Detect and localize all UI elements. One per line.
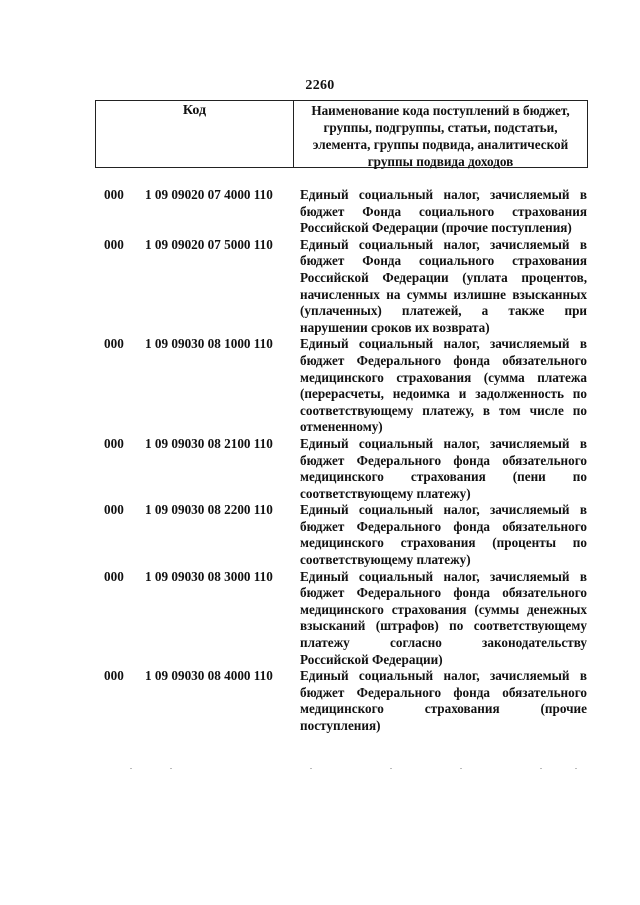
entry-description-line: бюджет Фонда социального страхования	[300, 203, 587, 219]
list-item	[0, 569, 640, 669]
table-header	[95, 100, 588, 168]
entry-budget-code: 1 09 09030 08 2200 110	[145, 502, 273, 518]
entry-description	[300, 336, 587, 436]
entry-description	[300, 668, 587, 734]
entry-description-line: нарушении сроков их возврата)	[300, 319, 490, 335]
entry-description-line: бюджет Федерального фонда обязательного	[300, 684, 587, 700]
entry-description-line: начисленных на суммы излишне взысканных	[300, 286, 587, 302]
list-item	[0, 336, 640, 436]
entry-description-line: медицинского страхования (сумма платежа	[300, 369, 587, 385]
entry-description-line: Единый социальный налог, зачисляемый в	[300, 236, 587, 252]
header-code-column: Код	[96, 101, 294, 167]
entry-description-line: Единый социальный налог, зачисляемый в	[300, 435, 587, 451]
list-item	[0, 237, 640, 337]
entry-description-line: Российской Федерации (уплата процентов,	[300, 269, 587, 285]
entry-budget-code: 1 09 09030 08 1000 110	[145, 336, 273, 352]
entry-admin-code: 000	[104, 187, 124, 202]
page-number: 2260	[305, 78, 335, 93]
entry-description-line: Единый социальный налог, зачисляемый в	[300, 668, 587, 684]
scan-artifacts	[130, 768, 580, 770]
entry-budget-code: 1 09 09020 07 4000 110	[145, 187, 273, 202]
entry-description-line: поступления)	[300, 718, 381, 733]
entry-budget-code: 1 09 09030 08 4000 110	[145, 668, 273, 684]
entry-description-line: (уплаченных) платежей, а также при	[300, 303, 587, 319]
entry-budget-code: 1 09 09030 08 3000 110	[145, 568, 273, 584]
entry-admin-code: 000	[104, 435, 124, 451]
entry-description-line: Российской Федерации)	[300, 651, 443, 667]
entry-admin-code: 000	[104, 336, 124, 352]
list-item	[0, 668, 640, 734]
entry-description-line: Единый социальный налог, зачисляемый в	[300, 568, 587, 584]
entry-description-line: бюджет Федерального фонда обязательного	[300, 352, 587, 368]
list-item	[0, 502, 640, 568]
entries-list	[0, 187, 640, 735]
entry-description-line: соответствующему платежу)	[300, 552, 471, 568]
entry-description-line: платежу согласно законодательству	[300, 635, 587, 651]
entry-admin-code: 000	[104, 502, 124, 518]
entry-description-line: бюджет Фонда социального страхования	[300, 253, 587, 269]
entry-description-line: медицинского страхования (проценты по	[300, 535, 587, 551]
entry-description	[300, 237, 587, 337]
entry-description-line: соответствующему платежу)	[300, 485, 471, 501]
entry-description-line: Единый социальный налог, зачисляемый в	[300, 187, 587, 202]
entry-description	[300, 569, 587, 669]
entry-budget-code: 1 09 09030 08 2100 110	[145, 435, 273, 451]
entry-admin-code: 000	[104, 668, 124, 684]
entry-description-line: соответствующему платежу, в том числе по	[300, 402, 587, 418]
entry-description-line: бюджет Федерального фонда обязательного	[300, 585, 587, 601]
header-name-column: Наименование кода поступлений в бюджет, группы, подгруппы, статьи, подстатьи, элемента, группы подвида, аналитической группы подвида доходов	[311, 103, 570, 169]
entry-description-line: взысканий (штрафов) по соответствующему	[300, 618, 587, 634]
entry-description-line: медицинского страхования (суммы денежных	[300, 601, 587, 617]
entry-admin-code: 000	[104, 568, 124, 584]
entry-description-line: Единый социальный налог, зачисляемый в	[300, 336, 587, 352]
entry-description-line: бюджет Федерального фонда обязательного	[300, 452, 587, 468]
entry-description	[300, 502, 587, 568]
entry-description-line: бюджет Федерального фонда обязательного	[300, 518, 587, 534]
list-item	[0, 187, 640, 237]
list-item	[0, 436, 640, 502]
entry-description	[300, 187, 587, 237]
entry-description-line: медицинского страхования (пени по	[300, 469, 587, 485]
entry-budget-code: 1 09 09020 07 5000 110	[145, 236, 273, 252]
entry-description-line: медицинского страхования (прочие	[300, 701, 587, 717]
entry-description-line: отмененному)	[300, 419, 383, 435]
entry-description-line: Российской Федерации (прочие поступления)	[300, 220, 572, 236]
entry-description-line: (перерасчеты, недоимка и задолженность по	[300, 386, 587, 402]
entry-admin-code: 000	[104, 236, 124, 252]
entry-description	[300, 436, 587, 502]
entry-description-line: Единый социальный налог, зачисляемый в	[300, 502, 587, 518]
